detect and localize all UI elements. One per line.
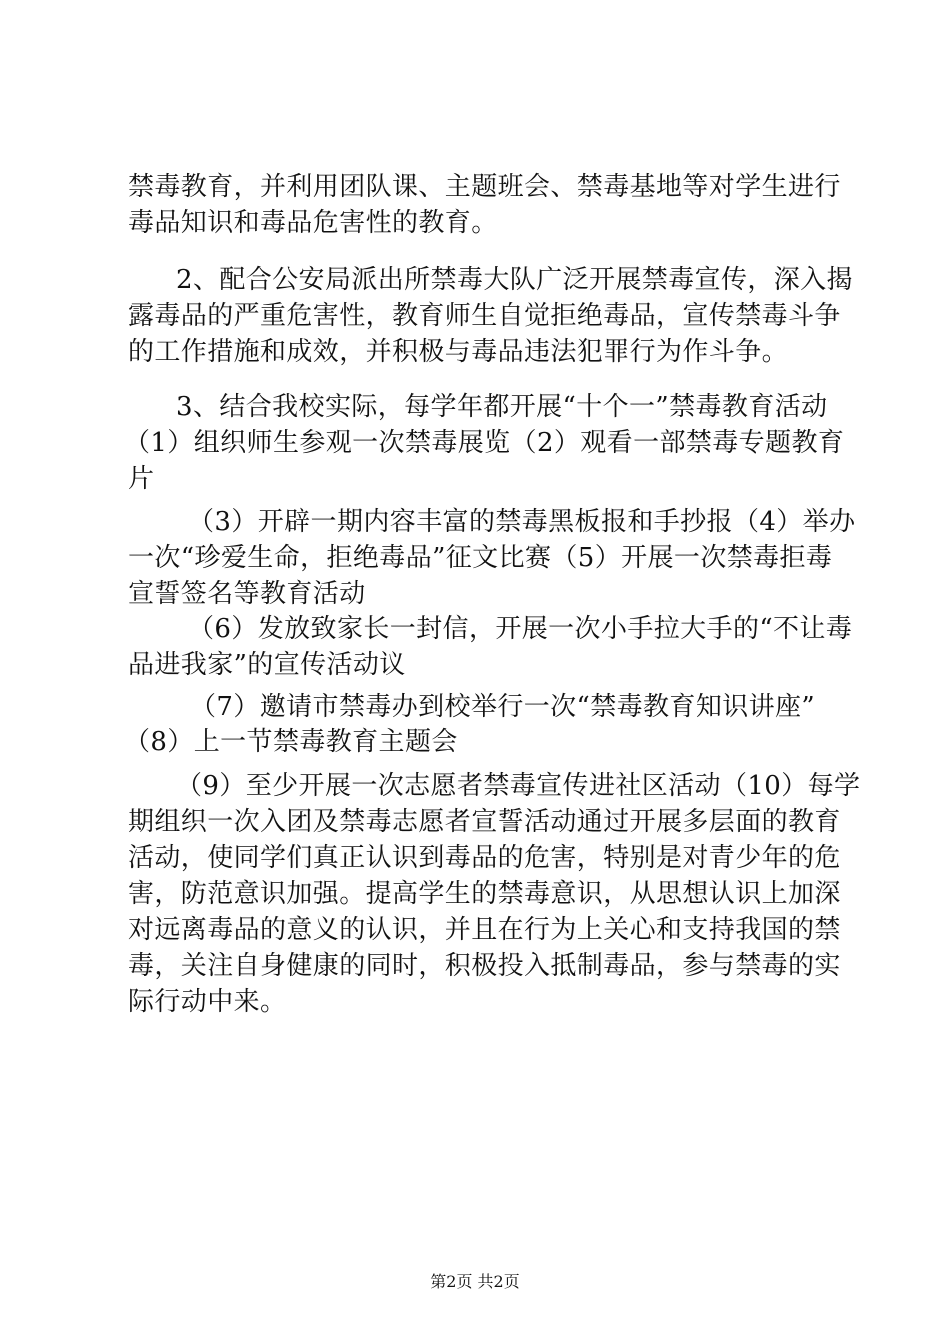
text-line: （3）开辟一期内容丰富的禁毒黑板报和手抄报（4）举办	[188, 507, 856, 537]
text-line: 际行动中来。	[128, 987, 287, 1017]
page-number: 第2页 共2页	[430, 1272, 520, 1291]
text-line: 品进我家”的宣传活动议	[128, 650, 406, 680]
page-footer	[0, 1272, 950, 1292]
text-line: 的工作措施和成效，并积极与毒品违法犯罪行为作斗争。	[128, 337, 789, 367]
text-line: （8）上一节禁毒教育主题会	[124, 727, 458, 757]
text-line: 害，防范意识加强。提高学生的禁毒意识，从思想认识上加深	[128, 879, 841, 909]
text-line: 对远离毒品的意义的认识，并且在行为上关心和支持我国的禁	[128, 915, 841, 945]
text-line: 一次“珍爱生命，拒绝毒品”征文比赛（5）开展一次禁毒拒毒	[128, 543, 833, 573]
text-line: （7）邀请市禁毒办到校举行一次“禁毒教育知识讲座”	[190, 692, 816, 722]
text-line: （6）发放致家长一封信，开展一次小手拉大手的“不让毒	[188, 614, 853, 644]
text-line: 2、配合公安局派出所禁毒大队广泛开展禁毒宣传，深入揭	[176, 265, 853, 295]
text-line: 期组织一次入团及禁毒志愿者宣誓活动通过开展多层面的教育	[128, 807, 841, 837]
text-line: 活动，使同学们真正认识到毒品的危害，特别是对青少年的危	[128, 843, 841, 873]
text-line: 禁毒教育，并利用团队课、主题班会、禁毒基地等对学生进行	[128, 172, 841, 202]
text-line: （1）组织师生参观一次禁毒展览（2）观看一部禁毒专题教育	[124, 428, 845, 458]
text-line: 毒，关注自身健康的同时，积极投入抵制毒品，参与禁毒的实	[128, 951, 841, 981]
text-line: （9）至少开展一次志愿者禁毒宣传进社区活动（10）每学	[176, 771, 861, 801]
text-line: 3、结合我校实际，每学年都开展“十个一”禁毒教育活动	[176, 392, 828, 422]
text-line: 露毒品的严重危害性，教育师生自觉拒绝毒品，宣传禁毒斗争	[128, 301, 841, 331]
text-line: 毒品知识和毒品危害性的教育。	[128, 208, 498, 238]
text-line: 宣誓签名等教育活动	[128, 579, 366, 609]
text-line: 片	[128, 464, 155, 494]
